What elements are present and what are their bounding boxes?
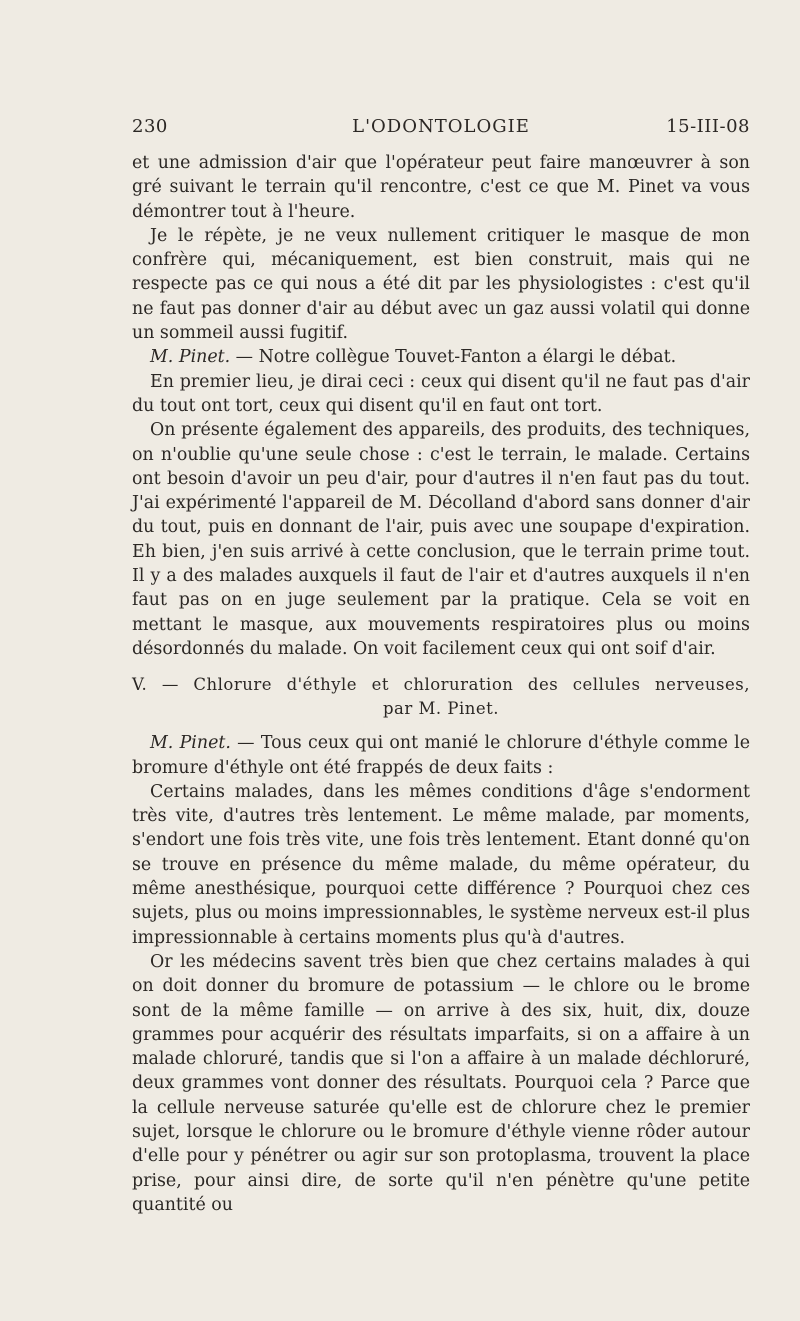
paragraph: Or les médecins savent très bien que chez certains malades à qui on doit donner du bromure de potassium — le chlore ou le brome sont de la même famille — on arrive à des six, huit, dix, douze grammes pour acquérir des résultats imparfaits, si on a affaire à un malade chloruré, tandis que si l'on a affaire à un malade déchloruré, deux grammes vont donner des résultats. Pourquoi cela ? Parce que la cellule nerveuse saturée qu'elle est de chlorure chez le premier sujet, lorsque le chlorure ou le bromure d'éthyle vienne rôder autour d'elle pour y pénétrer ou agir sur son protoplasma, trouvent la place prise, pour ainsi dire, de sorte qu'il n'en pénètre qu'une petite quantité ou: [132, 951, 750, 1215]
paragraph: [132, 345, 750, 369]
speech-text: — Tous ceux qui ont manié le chlorure d'éthyle comme le bromure d'éthyle ont été frappés de deux faits :: [132, 733, 751, 778]
page-number: 230: [132, 116, 168, 137]
speech-text: — Notre collègue Touvet-Fanton a élargi le débat.: [235, 347, 677, 368]
page-body: [132, 151, 750, 1217]
section-heading: [132, 673, 750, 721]
paragraph: En premier lieu, je dirai ceci : ceux qui disent qu'il ne faut pas d'air du tout ont tort, ceux qui disent qu'il en faut ont tort.: [132, 371, 750, 416]
speaker-name: M. Pinet.: [150, 347, 231, 368]
speaker-name: M. Pinet.: [150, 733, 231, 754]
journal-title: L'ODONTOLOGIE: [352, 116, 530, 137]
section-heading-line-1: V. — Chlorure d'éthyle et chloruration des cellules nerveuses,: [132, 675, 750, 695]
paragraph: [132, 731, 750, 780]
paragraph: Certains malades, dans les mêmes conditions d'âge s'endorment très vite, d'autres très lentement. Le même malade, par moments, s'endort une fois très vite, une fois très lentement. Etant donné qu'on se trouve en présence du même malade, du même opérateur, du même anesthésique, pourquoi cette différence ? Pourquoi chez ces sujets, plus ou moins impressionnables, le système nerveux est-il plus impressionnable à certains moments plus qu'à d'autres.: [132, 781, 750, 948]
section-heading-line-2: par M. Pinet.: [382, 699, 500, 719]
issue-date: 15-III-08: [666, 116, 750, 137]
paragraph: et une admission d'air que l'opérateur peut faire manœuvrer à son gré suivant le terrain qu'il rencontre, c'est ce que M. Pinet va vous démontrer tout à l'heure.: [132, 153, 750, 222]
running-header: [132, 116, 750, 140]
paragraph: Je le répète, je ne veux nullement critiquer le masque de mon confrère qui, mécaniquement, est bien construit, mais qui ne respecte pas ce qui nous a été dit par les physiologistes : c'est qu'il ne faut pas donner d'air au début avec un gaz aussi volatil qui donne un sommeil aussi fugitif.: [132, 225, 750, 344]
paragraph: On présente également des appareils, des produits, des techniques, on n'oublie qu'une seule chose : c'est le terrain, le malade. Certains ont besoin d'avoir un peu d'air, pour d'autres il n'en faut pas du tout. J'ai expérimenté l'appareil de M. Décolland d'abord sans donner d'air du tout, puis en donnant de l'air, puis avec une soupape d'expiration. Eh bien, j'en suis arrivé à cette conclusion, que le terrain prime tout. Il y a des malades auxquels il faut de l'air et d'autres auxquels il n'en faut pas on en juge seulement par la pratique. Cela se voit en mettant le masque, aux mouvements respiratoires plus ou moins désordonnés du malade. On voit facilement ceux qui ont soif d'air.: [132, 420, 750, 659]
